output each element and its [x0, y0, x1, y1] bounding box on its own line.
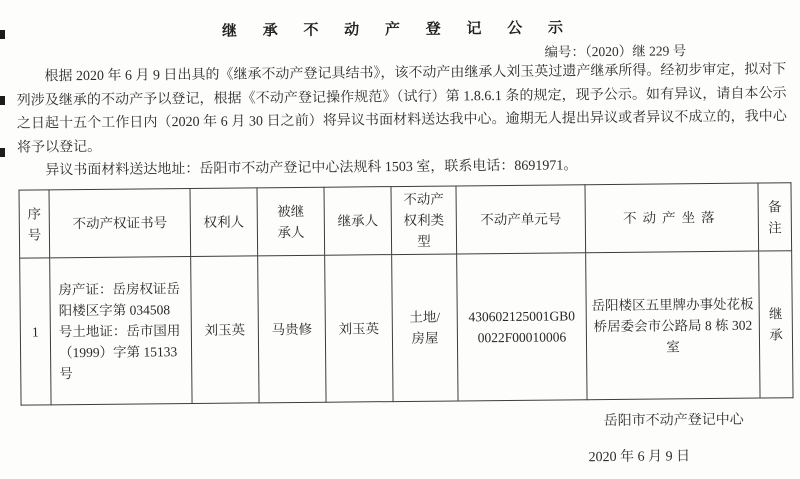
header-right-type: 不动产 权利类 型	[391, 186, 457, 255]
notice-paragraph-2: 异议书面材料送达地址：岳阳市不动产登记中心法规科 1503 室，联系电话：8691971。	[45, 158, 578, 179]
table-row	[20, 251, 793, 405]
cell-unit-number: 430602125001GB0 0022F00010006	[457, 253, 587, 401]
header-certificate-number: 不动产权证书号	[49, 189, 191, 258]
page-title: 继 承 不 动 产 登 记 公 示	[221, 20, 575, 40]
header-right-holder: 权利人	[190, 188, 258, 257]
registration-table	[19, 182, 794, 405]
table-header-row	[19, 183, 792, 258]
header-remarks: 备 注	[758, 183, 792, 251]
notice-body	[16, 58, 787, 183]
notice-paragraph-1: 根据 2020 年 6 月 9 日出具的《继承不动产登记具结书》，该不动产由继承人刘玉英过遗产继承所得。经初步审定，拟对下列涉及继承的不动产予以登记，根据《不动产登记操作规范》（试行）第 1.8.6.1 条的规定，现予公示。如有异议，请自本公示之日起十五个工作日内（2020 年 6 月 30 日之前）将异议书面材料送达我中心。逾期无人提出异议或者异议不成立的，我中心将予以登记。	[16, 62, 787, 156]
cell-certificate-number: 房产证：岳房权证岳阳楼区字第 034508 号土地证：岳市国用（1999）字第 15133 号	[50, 257, 192, 405]
issuing-authority: 岳阳市不动产登记中心	[603, 412, 744, 430]
document-number: 编号：（2020）继 229 号	[544, 43, 687, 60]
header-decedent: 被继 承人	[257, 187, 325, 256]
cell-serial-number: 1	[20, 258, 51, 405]
header-serial-number: 序 号	[19, 190, 50, 258]
header-unit-number: 不动产单元号	[456, 185, 586, 254]
cell-remarks: 继 承	[759, 251, 793, 398]
cell-right-type: 土地/ 房屋	[392, 254, 458, 402]
cell-property-location: 岳阳楼区五里牌办事处花板桥居委会市公路局 8 栋 302 室	[586, 251, 760, 400]
header-property-location: 不动产坐落	[585, 183, 759, 253]
issue-date: 2020 年 6 月 9 日	[588, 449, 691, 466]
cell-heir: 刘玉英	[325, 255, 393, 403]
cell-right-holder: 刘玉英	[191, 256, 259, 404]
cell-decedent: 马贵修	[258, 255, 326, 403]
header-heir: 继承人	[324, 187, 392, 256]
